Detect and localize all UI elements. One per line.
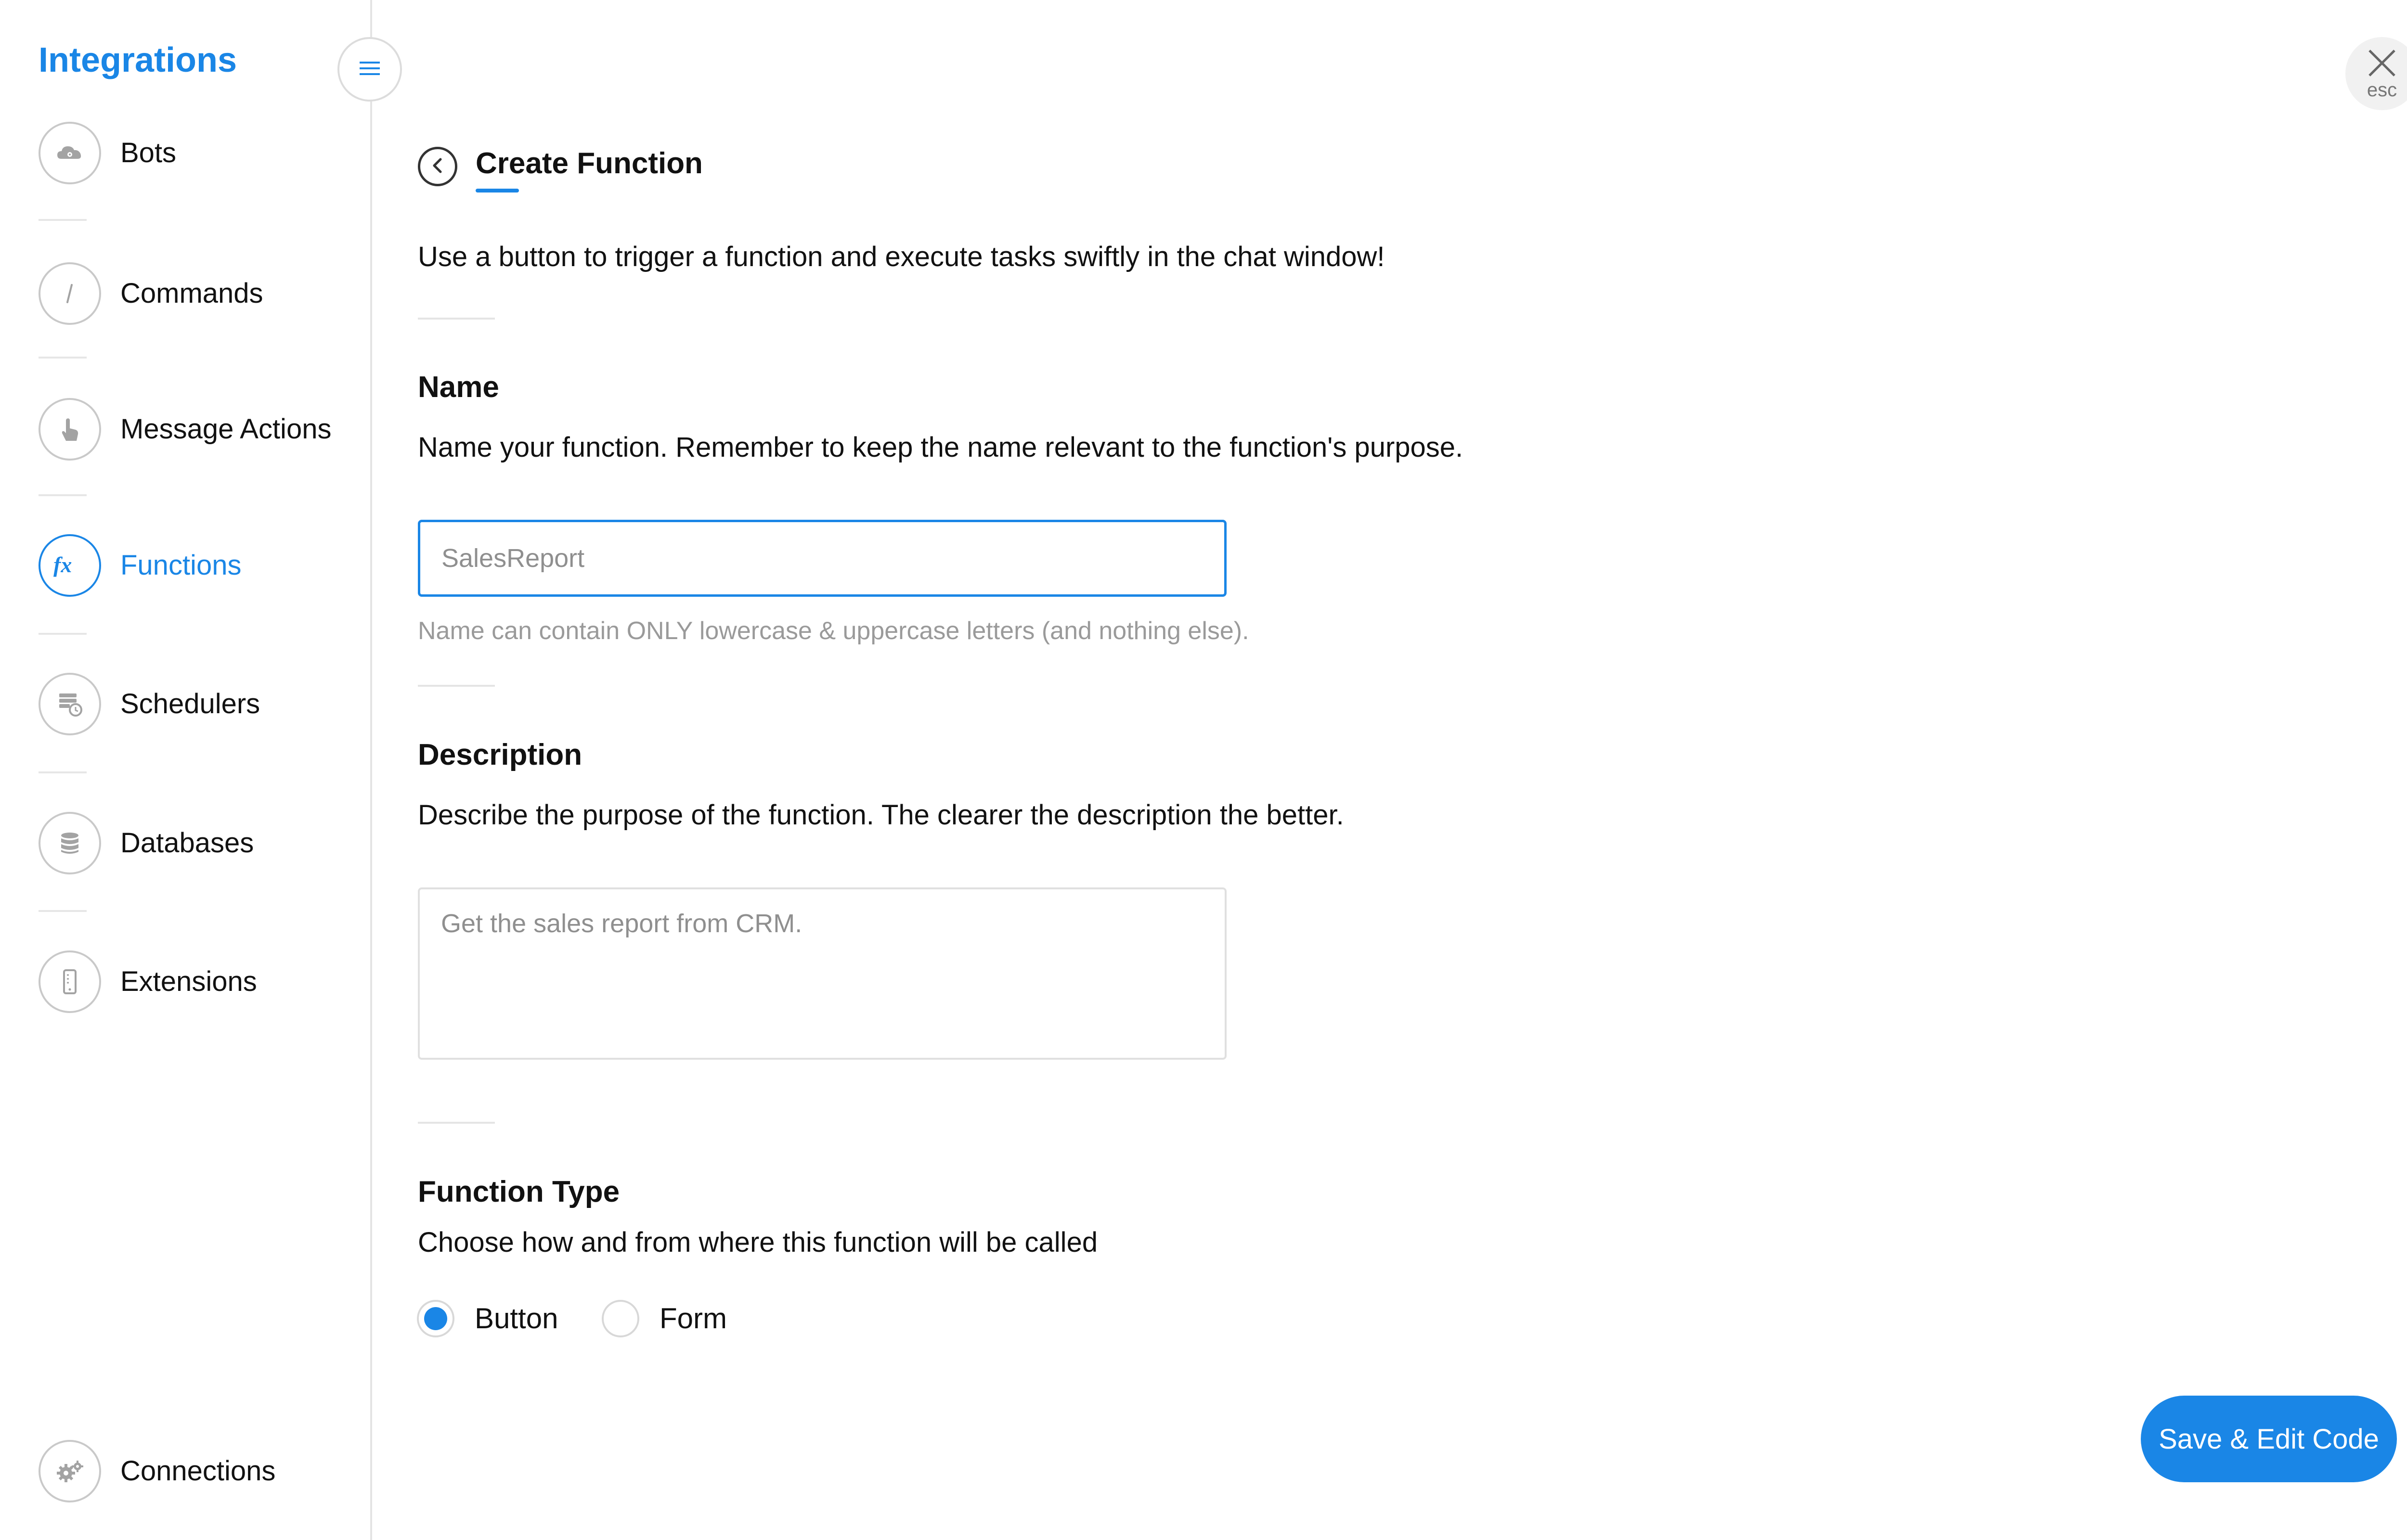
database-icon	[39, 812, 101, 874]
sidebar-item-schedulers[interactable]	[39, 673, 260, 735]
sidebar-item-commands[interactable]	[39, 262, 263, 325]
sidebar-item-message-actions[interactable]	[39, 398, 331, 461]
function-description-textarea[interactable]	[418, 887, 1227, 1060]
name-description: Name your function. Remember to keep the name relevant to the function's purpose.	[418, 432, 1463, 463]
gears-icon	[39, 1440, 101, 1502]
function-type-heading: Function Type	[418, 1175, 620, 1208]
back-button[interactable]	[418, 147, 457, 186]
sidebar-item-extensions[interactable]	[39, 950, 257, 1013]
sidebar-item-label: Functions	[120, 550, 242, 581]
sidebar-item-label: Extensions	[120, 966, 257, 997]
save-edit-code-button[interactable]: Save & Edit Code	[2141, 1396, 2397, 1482]
page-title: Create Function	[476, 147, 703, 180]
hand-pointer-icon	[39, 398, 101, 461]
sidebar-item-connections[interactable]	[39, 1440, 275, 1502]
sidebar-divider	[39, 357, 87, 359]
chevron-left-icon	[430, 157, 445, 177]
sidebar-item-label: Databases	[120, 827, 254, 859]
sidebar-divider	[39, 494, 87, 496]
extension-device-icon	[39, 950, 101, 1013]
svg-text:fx: fx	[53, 552, 72, 577]
function-name-input[interactable]	[418, 520, 1227, 597]
sidebar	[0, 0, 372, 1540]
title-underline	[476, 189, 519, 192]
sidebar-item-label: Connections	[120, 1455, 276, 1487]
function-type-description: Choose how and from where this function will be called	[418, 1227, 1098, 1258]
name-heading: Name	[418, 371, 499, 404]
radio-option-button[interactable]	[417, 1299, 558, 1338]
section-divider	[418, 318, 495, 320]
radio-label: Button	[475, 1302, 558, 1335]
radio-button-unselected[interactable]	[602, 1300, 639, 1337]
sidebar-item-label: Commands	[120, 278, 263, 309]
radio-button-selected[interactable]	[417, 1300, 454, 1337]
menu-icon	[359, 60, 381, 79]
radio-dot	[424, 1307, 447, 1330]
bot-cloud-icon	[39, 122, 101, 184]
function-fx-icon	[39, 534, 101, 597]
sidebar-item-label: Message Actions	[120, 413, 332, 445]
sidebar-item-label: Schedulers	[120, 688, 260, 719]
description-description: Describe the purpose of the function. The clearer the description the better.	[418, 799, 1344, 831]
radio-label: Form	[660, 1302, 727, 1335]
sidebar-item-bots[interactable]	[39, 122, 176, 184]
name-hint: Name can contain ONLY lowercase & uppercase letters (and nothing else).	[418, 617, 1249, 645]
radio-option-form[interactable]	[602, 1299, 727, 1338]
sidebar-divider	[39, 633, 87, 635]
intro-text: Use a button to trigger a function and execute tasks swiftly in the chat window!	[418, 241, 1385, 272]
section-divider	[418, 1122, 495, 1124]
esc-label: esc	[2367, 79, 2397, 101]
description-heading: Description	[418, 738, 582, 771]
section-divider	[418, 685, 495, 687]
sidebar-divider	[39, 219, 87, 221]
sidebar-divider	[39, 910, 87, 912]
close-button[interactable]	[2345, 37, 2407, 110]
sidebar-divider	[39, 771, 87, 773]
sidebar-collapse-button[interactable]	[337, 37, 402, 102]
sidebar-title: Integrations	[39, 41, 237, 79]
sidebar-item-functions[interactable]	[39, 534, 241, 597]
sidebar-item-databases[interactable]	[39, 812, 254, 874]
sidebar-item-label: Bots	[120, 137, 177, 168]
slash-icon	[39, 262, 101, 325]
scheduler-icon	[39, 673, 101, 735]
